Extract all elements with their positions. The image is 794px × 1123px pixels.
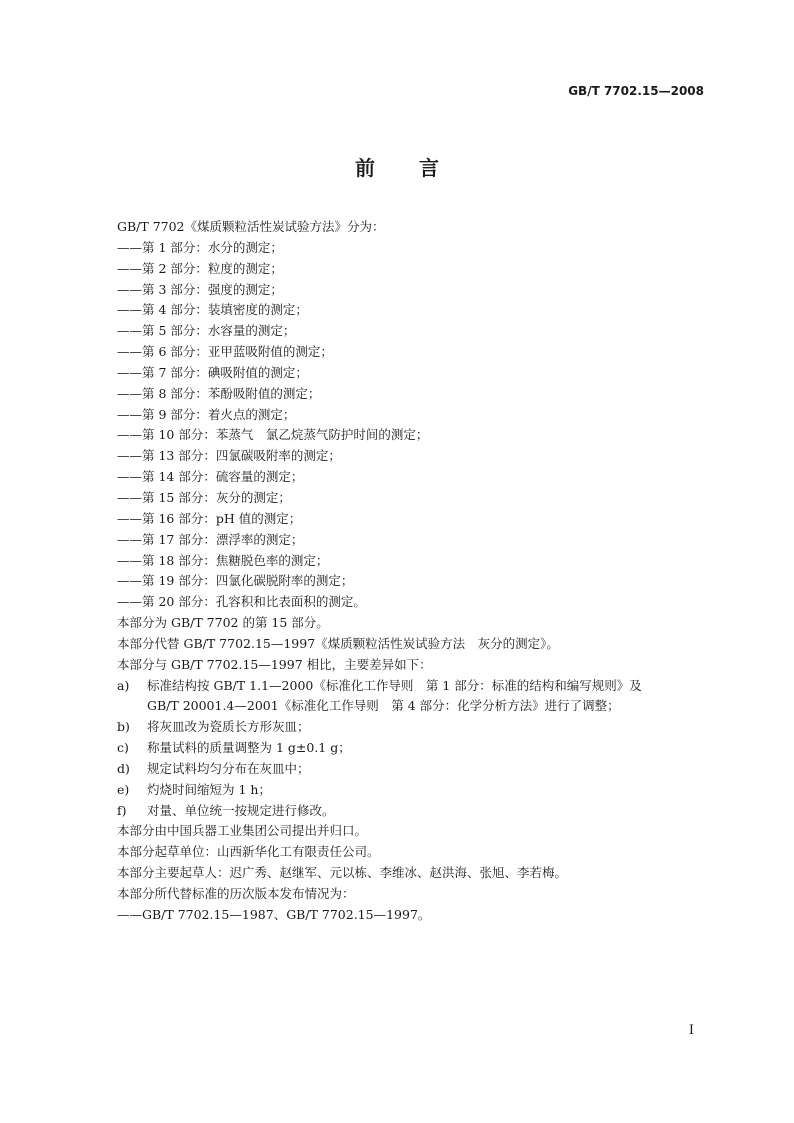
change-text: 灼烧时间缩短为 1 h； (147, 781, 271, 797)
change-item (117, 676, 717, 718)
changes-list (117, 676, 717, 822)
change-item (117, 759, 717, 780)
intro-line: GB/T 7702《煤质颗粒活性炭试验方法》分为： (117, 219, 385, 234)
part-item: ——第 4 部分：装填密度的测定； (117, 302, 308, 318)
part-item: ——第 15 部分：灰分的测定； (117, 489, 291, 505)
change-item (117, 738, 717, 759)
part-item: ——第 2 部分：粒度的测定； (117, 260, 283, 276)
part-item: ——第 17 部分：漂浮率的测定； (117, 531, 304, 547)
page-number: I (688, 1023, 694, 1038)
change-item (117, 801, 717, 822)
part-item: ——第 3 部分：强度的测定； (117, 281, 283, 297)
change-marker: e) (117, 781, 130, 797)
change-text: 标准结构按 GB/T 1.1—2000《标准化工作导则 第 1 部分：标准的结构和编写规则》及 (147, 677, 642, 693)
change-marker: d) (117, 760, 130, 776)
change-text: 规定试料均匀分布在灰皿中； (147, 760, 310, 776)
closing-section (117, 821, 717, 925)
differences-intro: 本部分与 GB/T 7702.15—1997 相比，主要差异如下： (117, 656, 432, 672)
proposer-statement: 本部分由中国兵器工业集团公司提出并归口。 (117, 823, 368, 839)
part-item: ——第 14 部分：硫容量的测定； (117, 469, 304, 485)
change-item (117, 717, 717, 738)
part-item: ——第 10 部分：苯蒸气 氯乙烷蒸气防护时间的测定； (117, 427, 429, 443)
page-title: 前言 (355, 156, 483, 180)
history-intro: 本部分所代替标准的历次版本发布情况为： (117, 886, 355, 901)
part-item: ——第 7 部分：碘吸附值的测定； (117, 364, 308, 380)
change-marker: f) (117, 802, 127, 818)
change-marker: b) (117, 719, 130, 735)
change-item (117, 780, 717, 801)
part-item: ——第 1 部分：水分的测定； (117, 239, 283, 255)
change-marker: c) (117, 740, 129, 756)
drafters-statement: 本部分主要起草人：迟广秀、赵继军、元以栋、李维冰、赵洪海、张旭、李若梅。 (117, 865, 568, 881)
change-text: 将灰皿改为瓷质长方形灰皿； (147, 719, 310, 735)
part-item: ——第 20 部分：孔容积和比表面积的测定。 (117, 594, 366, 610)
part-item: ——第 9 部分：着火点的测定； (117, 406, 296, 422)
parts-list (117, 238, 717, 613)
part-item: ——第 19 部分：四氯化碳脱附率的测定； (117, 573, 354, 589)
part-item: ——第 6 部分：亚甲蓝吸附值的测定； (117, 344, 333, 360)
standard-code: GB/T 7702.15—2008 (568, 84, 704, 98)
foreword-body (117, 217, 717, 926)
change-text-continued: GB/T 20001.4—2001《标准化工作导则 第 4 部分：化学分析方法》进行了调整； (147, 698, 620, 714)
part-item: ——第 8 部分：苯酚吸附值的测定； (117, 385, 321, 401)
part-item: ——第 18 部分：焦糖脱色率的测定； (117, 552, 329, 568)
part-of-statement: 本部分为 GB/T 7702 的第 15 部分。 (117, 615, 329, 631)
part-item: ——第 13 部分：四氯碳吸附率的测定； (117, 448, 341, 464)
change-text: 称量试料的质量调整为 1 g±0.1 g； (147, 740, 351, 756)
part-item: ——第 5 部分：水容量的测定； (117, 323, 296, 339)
replaces-statement: 本部分代替 GB/T 7702.15—1997《煤质颗粒活性炭试验方法 灰分的测定》。 (117, 635, 559, 651)
change-marker: a) (117, 677, 130, 693)
change-text: 对量、单位统一按规定进行修改。 (147, 802, 335, 818)
drafting-unit-statement: 本部分起草单位：山西新华化工有限责任公司。 (117, 844, 380, 860)
part-item: ——第 16 部分：pH 值的测定； (117, 510, 302, 526)
history-versions: ——GB/T 7702.15—1987、GB/T 7702.15—1997。 (117, 906, 431, 922)
